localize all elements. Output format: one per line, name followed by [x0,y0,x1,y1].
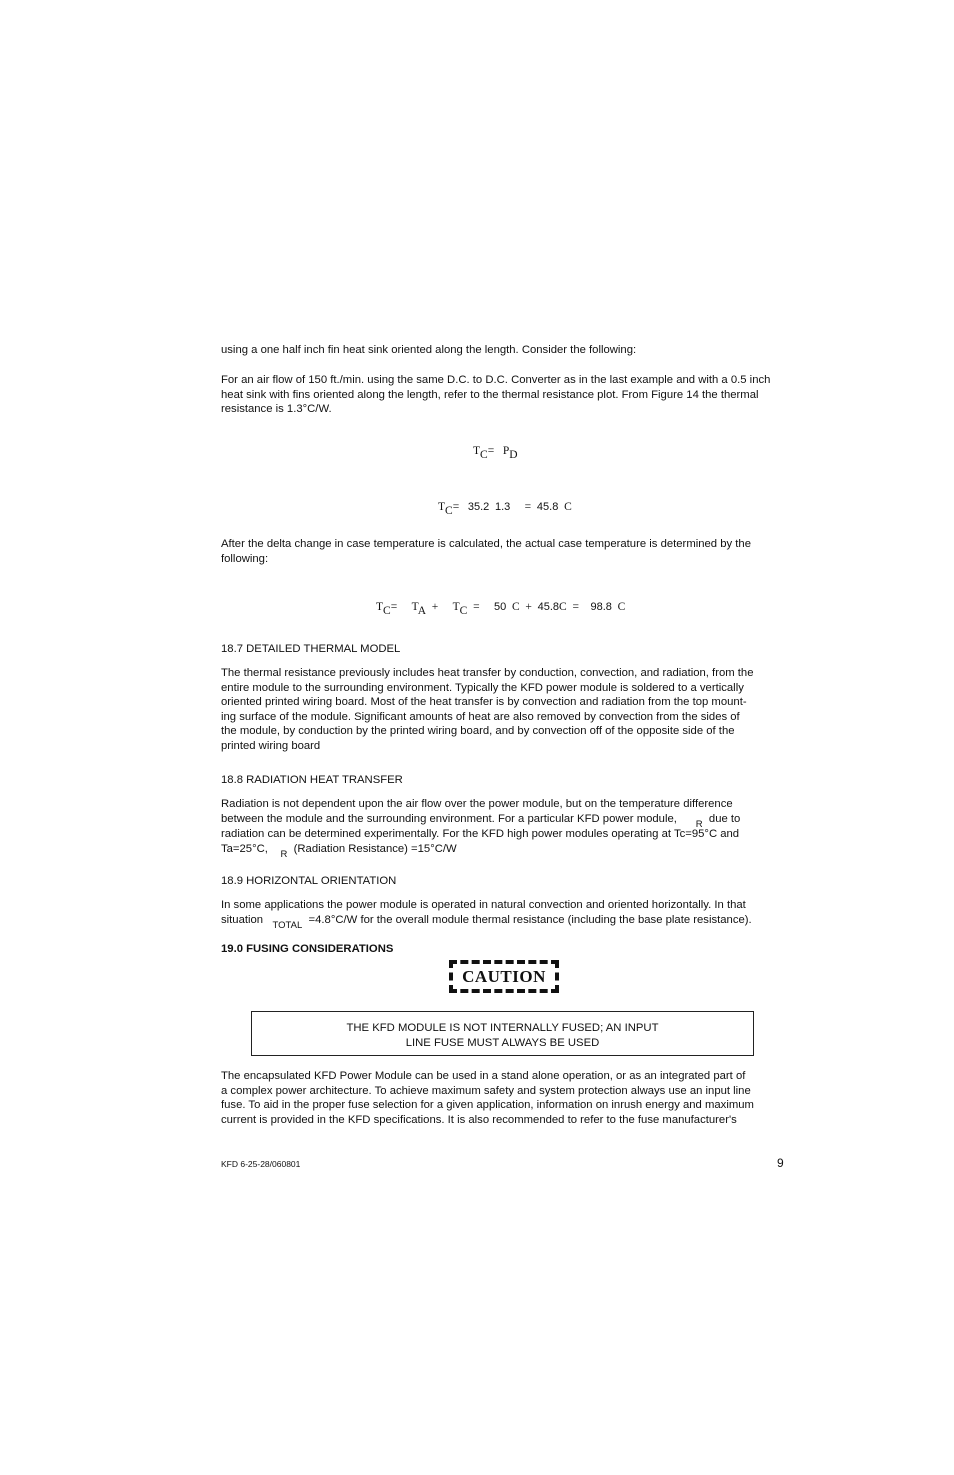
equation-1 [473,445,518,461]
s190-line-3: fuse. To aid in the proper fuse selection for a given application, information on inrush energy and maximum [221,1099,754,1112]
eq3-t2-sub: C [459,605,468,617]
footer-doc-id: KFD 6-25-28/060801 [221,1159,301,1169]
caution-label: CAUTION [449,960,559,993]
eq3-t2: T [452,601,460,613]
section-19-0-heading: 19.0 FUSING CONSIDERATIONS [221,943,394,955]
section-18-7-body [221,666,786,754]
eq2-b: 1.3 [495,501,511,513]
eq1-rhs: P [502,445,510,457]
s187-line-4: ing surface of the module. Significant amounts of heat are also removed by convection from the sides of [221,710,740,723]
s188-line-4a: Ta=25°C, [221,842,268,855]
s188-line-2 [221,812,786,828]
eq3-equals-2: = [473,601,480,613]
eq3-u3: C [617,601,626,613]
eq3-u1: C [511,601,520,613]
eq3-t1: T [411,601,418,613]
equation-3 [376,601,626,617]
eq1-lhs: T [473,445,481,457]
fuse-warning-box [251,1011,754,1056]
s190-line-2: a complex power architecture. To achieve maximum safety and system protection always use an input line [221,1084,751,1097]
eq2-lhs: T [438,501,446,513]
s187-line-1: The thermal resistance previously includes heat transfer by conduction, convection, and radiation, from the [221,667,754,679]
warning-line-1: THE KFD MODULE IS NOT INTERNALLY FUSED; AN INPUT [346,1022,659,1034]
s188-line-2a: between the module and the surrounding environment. For a particular KFD power module, [221,812,677,825]
s189-line-2a: situation [221,913,264,926]
eq3-equals: = [390,601,398,613]
eq3-lhs: T [376,601,384,613]
s187-line-5: the module, by conduction by the printed wiring board, and by convection off of the opposite side of the [221,725,735,738]
s188-line-2-symbol: R [695,818,703,830]
eq3-u2: C [559,601,567,613]
eq3-plus-2: + [525,601,532,613]
eq2-lhs-sub: C [445,505,453,517]
eq1-rhs-sub: D [509,449,518,461]
intro-paragraph: using a one half inch fin heat sink oriented along the length. Consider the following: [221,344,637,356]
s189-line-2-symbol: TOTAL [272,919,303,931]
s190-line-4: current is provided in the KFD specifications. It is also recommended to refer to the fuse manufacturer's [221,1113,737,1126]
page-number: 9 [777,1156,784,1170]
eq3-result: 98.8 [590,601,612,613]
s187-line-6: printed wiring board [221,739,321,752]
warning-line-2: LINE FUSE MUST ALWAYS BE USED [405,1036,600,1049]
equation-2 [438,501,572,517]
s188-line-2b: due to [708,812,741,825]
section-18-7-heading: 18.7 DETAILED THERMAL MODEL [221,643,401,655]
s187-line-2: entire module to the surrounding environment. Typically the KFD power module is soldered to a vertically [221,681,744,694]
s187-line-3: oriented printed wiring board. Most of the heat transfer is by convection and radiation from the top mount- [221,696,747,709]
s188-line-4 [221,842,786,858]
section-18-9-body [221,898,796,931]
eq3-v1: 50 [493,601,507,613]
section-18-8-body [221,797,786,860]
s188-line-4-symbol: R [280,848,288,860]
s188-line-4b: (Radiation Resistance) =15°C/W [293,842,457,855]
eq2-a: 35.2 [467,501,490,513]
after-delta-paragraph: After the delta change in case temperature is calculated, the actual case temperature is determined by the following: [221,538,751,565]
eq3-equals-3: = [572,601,579,613]
eq2-unit: C [564,501,572,513]
s189-line-1: In some applications the power module is operated in natural convection and oriented horizontally. In that [221,899,746,911]
section-19-0-body [221,1069,791,1127]
example-paragraph: For an air flow of 150 ft./min. using the same D.C. to D.C. Converter as in the last example and with a 0.5 inch heat sink with fins oriented along the length, refer to the thermal resistance plot. From Figure 14 the thermal resistance is 1.3°C/W. [221,374,771,416]
eq1-equals: = [487,445,495,457]
eq3-v2: 45.8 [537,601,560,613]
eq3-lhs-sub: C [383,605,391,617]
eq3-plus-1: + [431,601,439,613]
eq1-lhs-sub: C [480,449,488,461]
section-18-9-heading: 18.9 HORIZONTAL ORIENTATION [221,875,397,887]
s190-line-1: The encapsulated KFD Power Module can be used in a stand alone operation, or as an integrated part of [221,1070,746,1082]
eq2-equals: = [452,501,460,513]
eq2-result: 45.8 [536,501,559,513]
eq2-equals-2: = [524,501,532,513]
s189-line-2b: =4.8°C/W for the overall module thermal resistance (including the base plate resistance). [308,913,752,926]
section-18-8-heading: 18.8 RADIATION HEAT TRANSFER [221,774,403,786]
s189-line-2 [221,913,796,929]
s188-line-1: Radiation is not dependent upon the air flow over the power module, but on the temperature difference [221,798,733,810]
s188-line-3: radiation can be determined experimentally. For the KFD high power modules operating at Tc=95°C and [221,828,740,841]
eq3-t1-sub: A [417,605,426,617]
